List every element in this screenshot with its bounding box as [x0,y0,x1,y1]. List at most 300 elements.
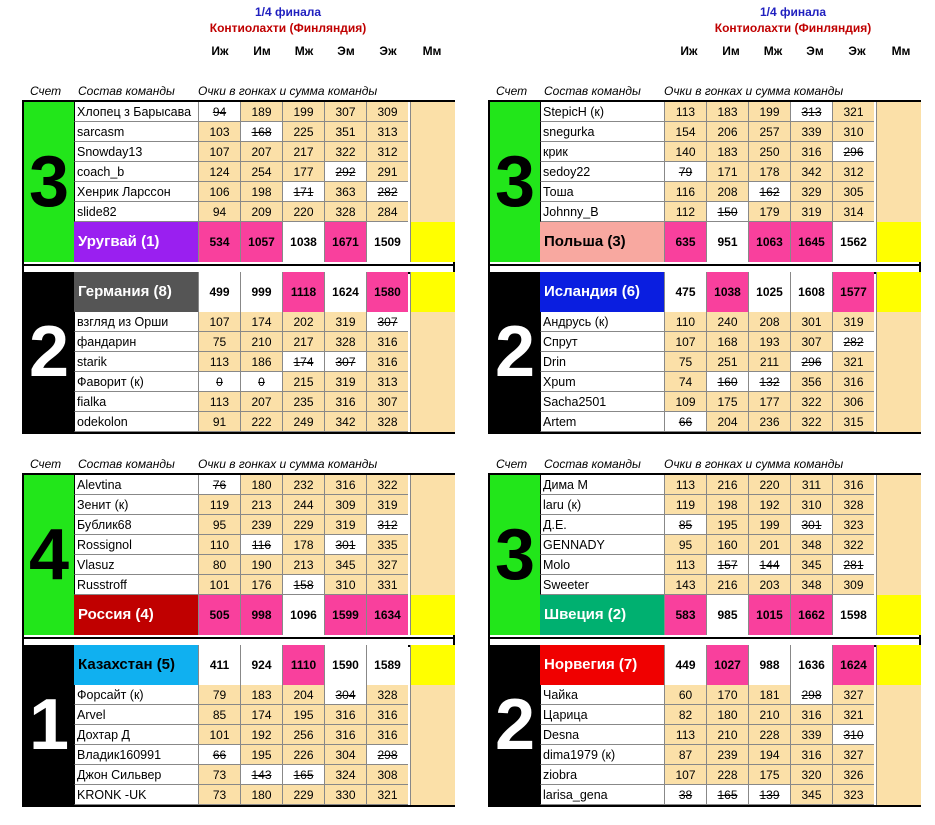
race-points: 342 [790,162,832,182]
player-name: Фаворит (к) [74,372,198,392]
race-points: 177 [282,162,324,182]
player-row [74,122,455,142]
mm-cell [410,705,455,725]
score-top: 3 [490,102,540,262]
mm-cell [410,312,455,332]
race-points: 116 [240,535,282,555]
player-row [74,412,455,432]
mm-cell [876,352,921,372]
team-total: 635 [664,222,706,262]
player-row [74,352,455,372]
race-points: 204 [706,412,748,432]
player-row [540,332,921,352]
race-points: 304 [324,745,366,765]
column-headers-right [668,44,928,60]
team-total: 1645 [790,222,832,262]
column-headers-left [203,44,463,60]
race-points: 119 [664,495,706,515]
team-total-row [540,272,921,312]
player-row [540,182,921,202]
race-points: 95 [664,535,706,555]
team-total: 1636 [790,645,832,685]
player-name: odekolon [74,412,198,432]
race-points: 192 [240,725,282,745]
race-points: 143 [240,765,282,785]
player-name: Царица [540,705,664,725]
race-points: 183 [706,102,748,122]
race-points: 199 [282,102,324,122]
player-row [540,575,921,595]
race-points: 198 [706,495,748,515]
team-total: 1671 [324,222,366,262]
mm-cell [876,392,921,412]
race-points: 113 [664,725,706,745]
race-points: 327 [832,685,874,705]
race-points: 95 [198,515,240,535]
team-total-row [74,272,455,312]
mm-cell [876,495,921,515]
mm-cell [876,102,921,122]
team-name: Норвегия (7) [540,645,664,685]
race-points: 310 [832,122,874,142]
caption-points: Очки в гонках и сумма команды [664,84,844,98]
race-points: 306 [832,392,874,412]
race-points: 85 [198,705,240,725]
race-points: 229 [282,785,324,805]
score-top: 4 [24,475,74,635]
race-points: 210 [706,725,748,745]
race-points: 316 [366,352,408,372]
race-points: 195 [706,515,748,535]
player-name: Johnny_B [540,202,664,222]
team-name: Россия (4) [74,595,198,635]
race-points: 308 [366,765,408,785]
col-mzh: Мж [763,44,783,58]
race-points: 158 [282,575,324,595]
score-top: 3 [490,475,540,635]
team-total: 1634 [366,595,408,635]
race-points: 168 [706,332,748,352]
race-points: 312 [832,162,874,182]
race-points: 107 [664,765,706,785]
race-points: 225 [282,122,324,142]
mm-cell [410,142,455,162]
race-points: 323 [832,785,874,805]
player-row [74,142,455,162]
player-row [74,182,455,202]
race-points: 316 [790,705,832,725]
race-points: 183 [706,142,748,162]
race-points: 140 [664,142,706,162]
team-name: Польша (3) [540,222,664,262]
race-points: 232 [282,475,324,495]
race-points: 204 [282,685,324,705]
team-total: 1096 [282,595,324,635]
race-points: 316 [324,705,366,725]
race-points: 316 [324,725,366,745]
mm-cell [876,745,921,765]
race-points: 107 [198,312,240,332]
mm-total [876,595,921,635]
player-name: Russtroff [74,575,198,595]
race-points: 170 [706,685,748,705]
col-mm: Мм [891,44,911,58]
score-bottom: 1 [24,645,74,805]
mm-cell [410,765,455,785]
race-points: 363 [324,182,366,202]
team-total: 1590 [324,645,366,685]
player-name: взгляд из Орши [74,312,198,332]
race-points: 319 [324,372,366,392]
mm-cell [876,202,921,222]
race-points: 73 [198,785,240,805]
race-points: 256 [282,725,324,745]
col-mm: Мм [422,44,442,58]
team-total: 1598 [832,595,874,635]
match-panel [488,473,921,807]
player-name: Хенрик Ларссон [74,182,198,202]
race-points: 94 [198,202,240,222]
race-points: 75 [198,332,240,352]
player-name: фандарин [74,332,198,352]
player-row [540,475,921,495]
mm-cell [410,785,455,805]
player-name: Snowday13 [74,142,198,162]
player-name: Molo [540,555,664,575]
player-row [540,352,921,372]
player-row [74,765,455,785]
team-total: 999 [240,272,282,312]
race-points: 313 [366,372,408,392]
race-points: 314 [832,202,874,222]
mm-cell [410,392,455,412]
race-points: 301 [790,312,832,332]
team-total: 1027 [706,645,748,685]
mm-cell [410,162,455,182]
race-points: 157 [706,555,748,575]
mm-cell [876,372,921,392]
race-points: 107 [198,142,240,162]
team-name: Уругвай (1) [74,222,198,262]
race-points: 160 [706,372,748,392]
race-points: 328 [324,202,366,222]
race-points: 316 [366,332,408,352]
mm-cell [876,765,921,785]
caption-roster: Состав команды [78,457,175,471]
race-points: 113 [664,475,706,495]
race-points: 320 [790,765,832,785]
player-name: Чайка [540,685,664,705]
team-total: 1562 [832,222,874,262]
player-name: Джон Сильвер [74,765,198,785]
race-points: 313 [366,122,408,142]
col-im: Им [722,44,740,58]
race-points: 351 [324,122,366,142]
race-points: 210 [240,332,282,352]
mm-cell [876,685,921,705]
team-total: 1015 [748,595,790,635]
race-points: 322 [324,142,366,162]
race-points: 250 [748,142,790,162]
race-points: 316 [324,392,366,412]
race-points: 195 [282,705,324,725]
player-name: Хлопец з Барысава [74,102,198,122]
mm-cell [410,182,455,202]
race-points: 113 [664,102,706,122]
race-points: 301 [790,515,832,535]
mm-cell [410,412,455,432]
race-points: 328 [324,332,366,352]
race-points: 109 [664,392,706,412]
race-points: 79 [198,685,240,705]
race-points: 207 [240,392,282,412]
race-points: 38 [664,785,706,805]
race-points: 194 [748,745,790,765]
race-points: 186 [240,352,282,372]
race-points: 327 [366,555,408,575]
caption-points: Очки в гонках и сумма команды [198,457,378,471]
player-name: Владик160991 [74,745,198,765]
player-name: Rossignol [74,535,198,555]
mm-cell [876,575,921,595]
race-points: 322 [790,392,832,412]
race-points: 143 [664,575,706,595]
mm-cell [876,475,921,495]
race-points: 60 [664,685,706,705]
race-points: 220 [282,202,324,222]
race-points: 319 [324,312,366,332]
race-points: 176 [240,575,282,595]
team-total: 505 [198,595,240,635]
race-points: 235 [282,392,324,412]
player-name: laru (к) [540,495,664,515]
team-total: 1057 [240,222,282,262]
player-row [74,392,455,412]
player-name: Vlasuz [74,555,198,575]
race-points: 87 [664,745,706,765]
team-total: 924 [240,645,282,685]
player-row [540,785,921,805]
player-name: Sweeter [540,575,664,595]
race-points: 220 [748,475,790,495]
col-ezh: Эж [848,44,866,58]
caption-points: Очки в гонках и сумма команды [664,457,844,471]
race-points: 296 [832,142,874,162]
mm-total [410,645,455,685]
race-points: 296 [790,352,832,372]
match-captions [22,84,455,100]
mm-cell [410,685,455,705]
caption-score: Счет [30,457,62,471]
race-points: 124 [198,162,240,182]
race-points: 281 [832,555,874,575]
team-total: 583 [664,595,706,635]
race-points: 113 [198,392,240,412]
player-name: Дима М [540,475,664,495]
player-row [74,515,455,535]
race-points: 345 [790,785,832,805]
player-row [74,312,455,332]
player-row [74,102,455,122]
team-total-row [74,595,455,635]
race-points: 236 [748,412,790,432]
race-points: 292 [324,162,366,182]
race-points: 342 [324,412,366,432]
team-total-row [540,222,921,262]
player-row [540,142,921,162]
team-total: 1038 [706,272,748,312]
header-left [188,4,388,36]
race-points: 316 [832,475,874,495]
team-total: 951 [706,222,748,262]
race-points: 192 [748,495,790,515]
player-row [74,555,455,575]
match-captions [22,457,455,473]
race-points: 198 [240,182,282,202]
race-points: 331 [366,575,408,595]
race-points: 309 [366,102,408,122]
race-points: 0 [240,372,282,392]
player-name: coach_b [74,162,198,182]
race-points: 168 [240,122,282,142]
player-row [74,535,455,555]
race-points: 94 [198,102,240,122]
race-points: 113 [664,555,706,575]
race-points: 324 [324,765,366,785]
race-points: 66 [664,412,706,432]
race-points: 180 [240,475,282,495]
match-captions [488,457,921,473]
player-row [540,765,921,785]
race-points: 321 [832,102,874,122]
player-row [74,202,455,222]
caption-score: Счет [30,84,62,98]
race-points: 202 [282,312,324,332]
mm-cell [876,555,921,575]
race-points: 175 [748,765,790,785]
race-points: 179 [748,202,790,222]
col-izh: Иж [211,44,229,58]
player-name: Тоша [540,182,664,202]
player-name: slide82 [74,202,198,222]
race-points: 321 [366,785,408,805]
team-total: 449 [664,645,706,685]
race-points: 82 [664,705,706,725]
mm-cell [876,122,921,142]
race-points: 160 [706,535,748,555]
race-points: 319 [832,312,874,332]
team-total: 1589 [366,645,408,685]
race-points: 193 [748,332,790,352]
player-name: Спрут [540,332,664,352]
player-row [74,745,455,765]
race-points: 79 [664,162,706,182]
race-points: 171 [706,162,748,182]
race-points: 180 [240,785,282,805]
race-points: 213 [240,495,282,515]
player-row [540,685,921,705]
player-name: Хрum [540,372,664,392]
race-points: 103 [198,122,240,142]
player-row [540,102,921,122]
mm-cell [876,162,921,182]
team-total: 475 [664,272,706,312]
mm-cell [876,785,921,805]
round-title: 1/4 финала [254,5,322,19]
mm-cell [410,352,455,372]
player-name: sedoy22 [540,162,664,182]
race-points: 174 [240,312,282,332]
player-name: Alevtina [74,475,198,495]
race-points: 257 [748,122,790,142]
race-points: 345 [324,555,366,575]
player-name: larisa_gena [540,785,664,805]
race-points: 321 [832,352,874,372]
race-points: 206 [706,122,748,142]
race-points: 309 [324,495,366,515]
team-total: 1662 [790,595,832,635]
team-total: 1110 [282,645,324,685]
player-name: Д.Е. [540,515,664,535]
race-points: 307 [324,102,366,122]
race-points: 174 [282,352,324,372]
player-name: dima1979 (к) [540,745,664,765]
mm-cell [876,142,921,162]
player-row [74,495,455,515]
race-points: 307 [790,332,832,352]
race-points: 319 [324,515,366,535]
score-bottom: 2 [24,272,74,432]
race-points: 110 [198,535,240,555]
race-points: 304 [324,685,366,705]
mm-cell [876,535,921,555]
race-points: 298 [366,745,408,765]
player-name: GENNADY [540,535,664,555]
team-total: 1624 [324,272,366,312]
race-points: 201 [748,535,790,555]
mm-cell [876,705,921,725]
race-points: 174 [240,705,282,725]
player-row [540,122,921,142]
team-total-row [540,595,921,635]
race-points: 85 [664,515,706,535]
player-name: sarcasm [74,122,198,142]
race-points: 240 [706,312,748,332]
player-row [74,475,455,495]
race-points: 345 [790,555,832,575]
race-points: 207 [240,142,282,162]
race-points: 106 [198,182,240,202]
player-row [540,162,921,182]
mm-cell [410,475,455,495]
mm-total [876,222,921,262]
mm-cell [410,332,455,352]
race-points: 165 [282,765,324,785]
col-em: Эм [806,44,824,58]
race-points: 305 [832,182,874,202]
race-points: 226 [282,745,324,765]
race-points: 307 [366,312,408,332]
race-points: 165 [706,785,748,805]
mm-total [410,272,455,312]
mm-cell [876,725,921,745]
race-points: 216 [706,475,748,495]
team-total: 988 [748,645,790,685]
race-points: 316 [366,725,408,745]
player-row [74,785,455,805]
player-row [540,705,921,725]
race-points: 339 [790,725,832,745]
